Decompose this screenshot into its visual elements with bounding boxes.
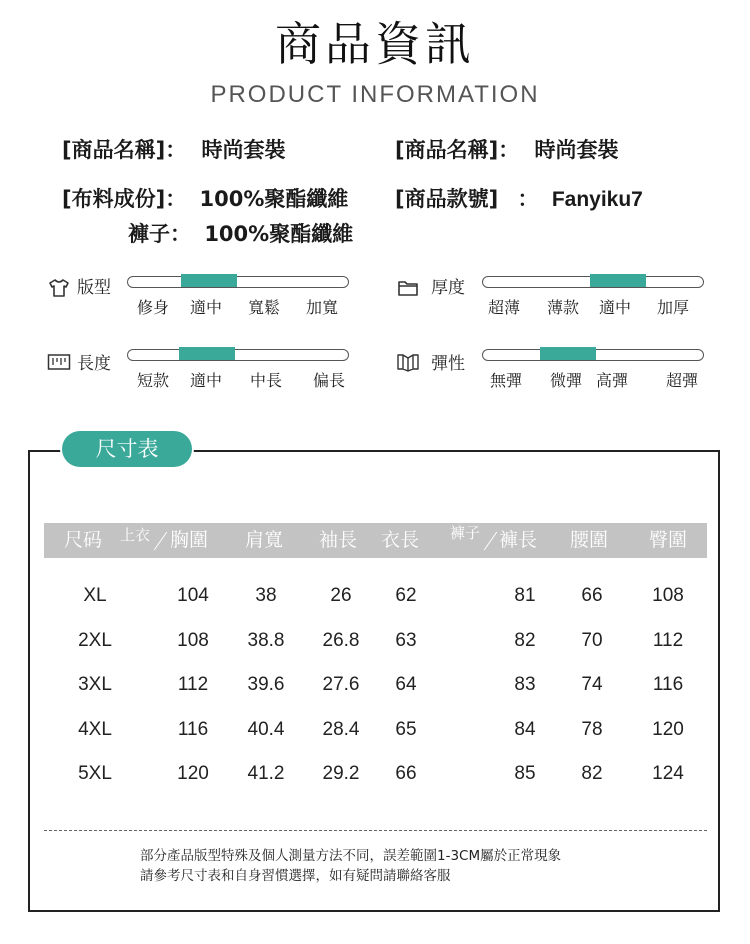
ruler-icon: [47, 353, 71, 371]
header-top-group: 上衣: [120, 526, 151, 544]
elasticity-option: 無彈: [490, 371, 523, 390]
pants-label: 褲子：: [128, 222, 191, 246]
size-cell: 5XL: [78, 763, 112, 784]
product-name-right: [395, 136, 619, 164]
thickness-option: 超薄: [488, 298, 521, 317]
measurement-cell: 120: [177, 763, 209, 784]
fit-option: 適中: [190, 298, 223, 317]
fabric-label: [布料成份]：: [62, 187, 187, 211]
product-name-label: [商品名稱]：: [62, 138, 187, 162]
measurement-cell: 82: [581, 763, 603, 784]
measurement-cell: 116: [177, 719, 209, 740]
measurement-cell: 84: [514, 719, 536, 740]
measurement-cell: 82: [514, 630, 536, 651]
fit-option: 寬鬆: [248, 298, 281, 317]
measurement-cell: 26.8: [322, 630, 360, 651]
measurement-cell: 39.6: [247, 674, 285, 695]
header-chest: 胸圍: [170, 529, 209, 551]
measurement-cell: 27.6: [322, 674, 360, 695]
header-pants-length: 褲長: [499, 529, 538, 551]
header-divider: [154, 532, 167, 551]
length-slider: [127, 349, 349, 361]
header-top-length: 衣長: [381, 529, 420, 551]
size-cell: XL: [83, 585, 107, 606]
product-name-value: 時尚套裝: [534, 138, 619, 162]
measurement-cell: 26: [330, 585, 352, 606]
size-cell: 4XL: [78, 719, 112, 740]
thickness-slider: [482, 276, 704, 288]
fit-slider: [127, 276, 349, 288]
thickness-option: 適中: [599, 298, 632, 317]
thickness-slider-fill: [590, 274, 646, 287]
elasticity-option: 高彈: [596, 371, 629, 390]
measurement-cell: 62: [395, 585, 417, 606]
elasticity-option: 微彈: [550, 371, 583, 390]
measurement-cell: 124: [652, 763, 684, 784]
measurement-cell: 78: [581, 719, 603, 740]
fit-label: 版型: [77, 278, 111, 298]
pants-value: 100%聚酯纖維: [204, 222, 354, 246]
tshirt-icon: [48, 278, 70, 298]
style-number-label: [商品款號]: [395, 187, 499, 211]
measurement-cell: 64: [395, 674, 417, 695]
page-subtitle: PRODUCT INFORMATION: [210, 81, 540, 108]
measurement-cell: 38: [255, 585, 277, 606]
style-number-line: [395, 185, 643, 214]
measurement-cell: 66: [395, 763, 417, 784]
style-number-value: Fanyiku7: [551, 188, 643, 211]
measurement-cell: 108: [177, 630, 209, 651]
page-title: 商品資訊: [275, 17, 475, 71]
measurement-cell: 66: [581, 585, 603, 606]
pants-fabric-line: [128, 220, 353, 248]
elasticity-label: 彈性: [431, 354, 465, 374]
note-line: 請參考尺寸表和自身習慣選擇，如有疑問請聯絡客服: [140, 868, 451, 884]
note-line: 部分產品版型特殊及個人測量方法不同，誤差範圍1-3CM屬於正常現象: [140, 848, 562, 864]
measurement-cell: 120: [652, 719, 684, 740]
measurement-cell: 41.2: [247, 763, 285, 784]
book-icon: [396, 352, 420, 372]
length-option: 適中: [190, 371, 223, 390]
thickness-label: 厚度: [431, 278, 465, 298]
elasticity-slider: [482, 349, 704, 361]
length-option: 偏長: [313, 371, 346, 390]
measurement-cell: 63: [395, 630, 417, 651]
style-number-sep: ：: [517, 187, 539, 211]
measurement-cell: 83: [514, 674, 536, 695]
measurement-cell: 65: [395, 719, 417, 740]
measurement-cell: 74: [581, 674, 603, 695]
fit-option: 加寬: [306, 298, 339, 317]
measurement-cell: 81: [514, 585, 536, 606]
length-option: 中長: [250, 371, 283, 390]
measurement-cell: 112: [652, 630, 684, 651]
thickness-option: 加厚: [657, 298, 690, 317]
product-name-left: [62, 136, 286, 164]
size-chart-tab: 尺寸表: [62, 431, 192, 467]
header-hip: 臀圍: [649, 529, 688, 551]
fit-option: 修身: [137, 298, 170, 317]
length-option: 短款: [137, 371, 170, 390]
measurement-cell: 112: [177, 674, 209, 695]
header-pants-group: 褲子: [450, 524, 481, 542]
product-name-value: 時尚套裝: [201, 138, 286, 162]
size-table-header: [44, 523, 707, 558]
header-shoulder: 肩寬: [245, 529, 284, 551]
measurement-cell: 85: [514, 763, 536, 784]
measurement-cell: 28.4: [322, 719, 360, 740]
measurement-cell: 116: [652, 674, 684, 695]
length-slider-fill: [179, 347, 235, 360]
fabric-line: [62, 185, 348, 213]
measurement-cell: 70: [581, 630, 603, 651]
fabric-value: 100%聚酯纖維: [199, 187, 349, 211]
size-cell: 3XL: [78, 674, 112, 695]
thickness-option: 薄款: [547, 298, 580, 317]
folder-icon: [397, 279, 419, 297]
divider: [44, 830, 707, 831]
product-name-label: [商品名稱]：: [395, 138, 520, 162]
elasticity-slider-fill: [540, 347, 596, 360]
measurement-cell: 108: [652, 585, 684, 606]
measurement-cell: 104: [177, 585, 209, 606]
header-sleeve: 袖長: [319, 529, 358, 551]
size-cell: 2XL: [78, 630, 112, 651]
length-label: 長度: [77, 354, 111, 374]
measurement-cell: 29.2: [322, 763, 360, 784]
header-waist: 腰圍: [570, 529, 609, 551]
measurement-cell: 38.8: [247, 630, 285, 651]
measurement-cell: 40.4: [247, 719, 285, 740]
fit-slider-fill: [181, 274, 237, 287]
header-size: 尺码: [64, 529, 103, 551]
header-divider: [484, 532, 497, 551]
elasticity-option: 超彈: [666, 371, 699, 390]
